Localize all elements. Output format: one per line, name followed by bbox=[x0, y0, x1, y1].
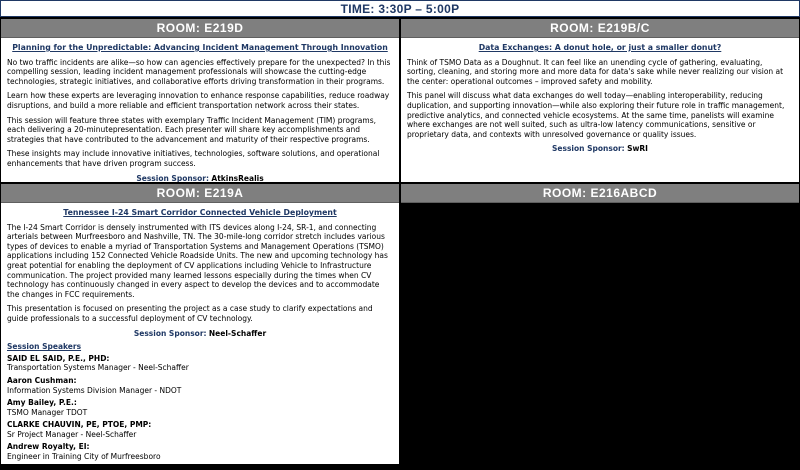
session-paragraph: Think of TSMO Data as a Doughnut. It can feel like an unending cycle of gathering, evaluating, sorting, cleaning, and storing more and more data for data's sake while never realizing our vision at the center: operational outcomes – improved safety and mobility. bbox=[407, 57, 784, 86]
session-sponsor bbox=[407, 144, 793, 154]
session-sponsor bbox=[7, 329, 393, 339]
session-paragraph: This presentation is focused on presenting the project as a case study to clarify expectations and guide professionals to a successful deployment of CV technology. bbox=[7, 304, 373, 323]
time-header bbox=[0, 0, 800, 17]
speaker-role: Engineer in Training City of Murfreesboro bbox=[7, 452, 161, 462]
speakers-heading: Session Speakers bbox=[7, 342, 82, 352]
session-paragraph: No two traffic incidents are alike—so how can agencies effectively prepare for the unexpected? In this compelling session, leading incident management professionals will showcase the cutting-edge technologies, strategic initiatives, and collaborative efforts driving transformation in their programs. bbox=[7, 57, 391, 86]
room-header: ROOM: E219A bbox=[1, 184, 399, 203]
sponsor-label: Session Sponsor: bbox=[552, 144, 625, 154]
room-header: ROOM: E219D bbox=[1, 19, 399, 38]
speaker-role: Sr Project Manager - Neel-Schaffer bbox=[7, 429, 137, 439]
session-paragraph: This session will feature three states with exemplary Traffic Incident Management (TIM) programs, each delivering a 20-minutepresentation. Each presenter will share key accomplishments and strategies that have contributed to the advancement and maturity of their respective programs. bbox=[7, 115, 376, 144]
sponsor-label: Session Sponsor: bbox=[133, 328, 207, 338]
speaker-role: TSMO Manager TDOT bbox=[7, 407, 88, 417]
speaker-item bbox=[7, 420, 393, 439]
session-paragraph: Learn how these experts are leveraging innovation to enhance response capabilities, reduce roadway disruptions, and build a more reliable and efficient transportation network across their states. bbox=[7, 91, 390, 110]
session-title[interactable]: Planning for the Unpredictable: Advancing Incident Management Through Innovation bbox=[12, 43, 388, 52]
session-title[interactable]: Data Exchanges: A donut hole, or just a smaller donut? bbox=[478, 43, 722, 52]
room-header: ROOM: E216ABCD bbox=[401, 184, 799, 203]
session-paragraph: These insights may include innovative initiatives, technologies, software solutions, and operational enhancements that have driven program success. bbox=[7, 149, 380, 168]
speaker-name: CLARKE CHAUVIN, PE, PTOE, PMP: bbox=[7, 420, 152, 430]
speaker-name: Aaron Cushman: bbox=[7, 375, 77, 385]
room-header: ROOM: E219B/C bbox=[401, 19, 799, 38]
sponsor-name: Neel-Schaffer bbox=[208, 328, 267, 338]
sponsor-name: AtkinsRealis bbox=[211, 173, 264, 182]
session-paragraph: This panel will discuss what data exchanges do well today—enabling interoperability, reducing duplication, and supporting innovation—while also exploring their future role in traffic management, predictive analytics, and connected vehicle ecosystems. At the same time, panelists will examine where exchanges are not well suited, such as ultra-low latency communications, sensitive or proprietary data, and contexts with unresolved governance or quality issues. bbox=[407, 91, 785, 139]
speaker-name: SAID EL SAID, P.E., PHD: bbox=[7, 353, 110, 363]
speaker-role: Transportation Systems Manager - Neel-Schaffer bbox=[7, 363, 189, 373]
session-card-e216abcd bbox=[401, 184, 799, 203]
session-sponsor bbox=[7, 174, 393, 182]
sponsor-name: SwRI bbox=[627, 144, 648, 154]
speaker-item bbox=[7, 376, 393, 395]
session-title[interactable]: Tennessee I-24 Smart Corridor Connected Vehicle Deployment bbox=[63, 208, 337, 217]
sponsor-label: Session Sponsor: bbox=[136, 173, 209, 182]
session-paragraph: The I-24 Smart Corridor is densely instrumented with ITS devices along I-24, SR-1, and connecting arterials between Murfreesboro and Nashville, TN. The 30-mile-long corridor stretch includes various types of devices to enable a myriad of Transportation Systems and Management Operations (TSMO) applications including 152 Connected Vehicle Roadside Units. The new and upcoming technology has great potential for enabling the deployment of CV applications including Vehicle to Infrastructure communication. The project provided many learned lessons especially during the times when CV technology has continuously changed in every aspect to develop the devices and to accommodate the changes in FCC requirements. bbox=[7, 222, 388, 299]
speaker-role: Information Systems Division Manager - NDOT bbox=[7, 385, 182, 395]
time-label: TIME: 3:30P – 5:00P bbox=[340, 1, 460, 16]
session-card-e219a bbox=[1, 184, 399, 464]
speaker-item bbox=[7, 442, 393, 461]
session-card-e219bc bbox=[401, 19, 799, 182]
session-card-e219d bbox=[1, 19, 399, 182]
speaker-name: Andrew Royalty, EI: bbox=[7, 442, 90, 452]
speaker-name: Amy Bailey, P.E.: bbox=[7, 398, 77, 408]
speaker-item bbox=[7, 354, 393, 373]
speaker-item bbox=[7, 398, 393, 417]
